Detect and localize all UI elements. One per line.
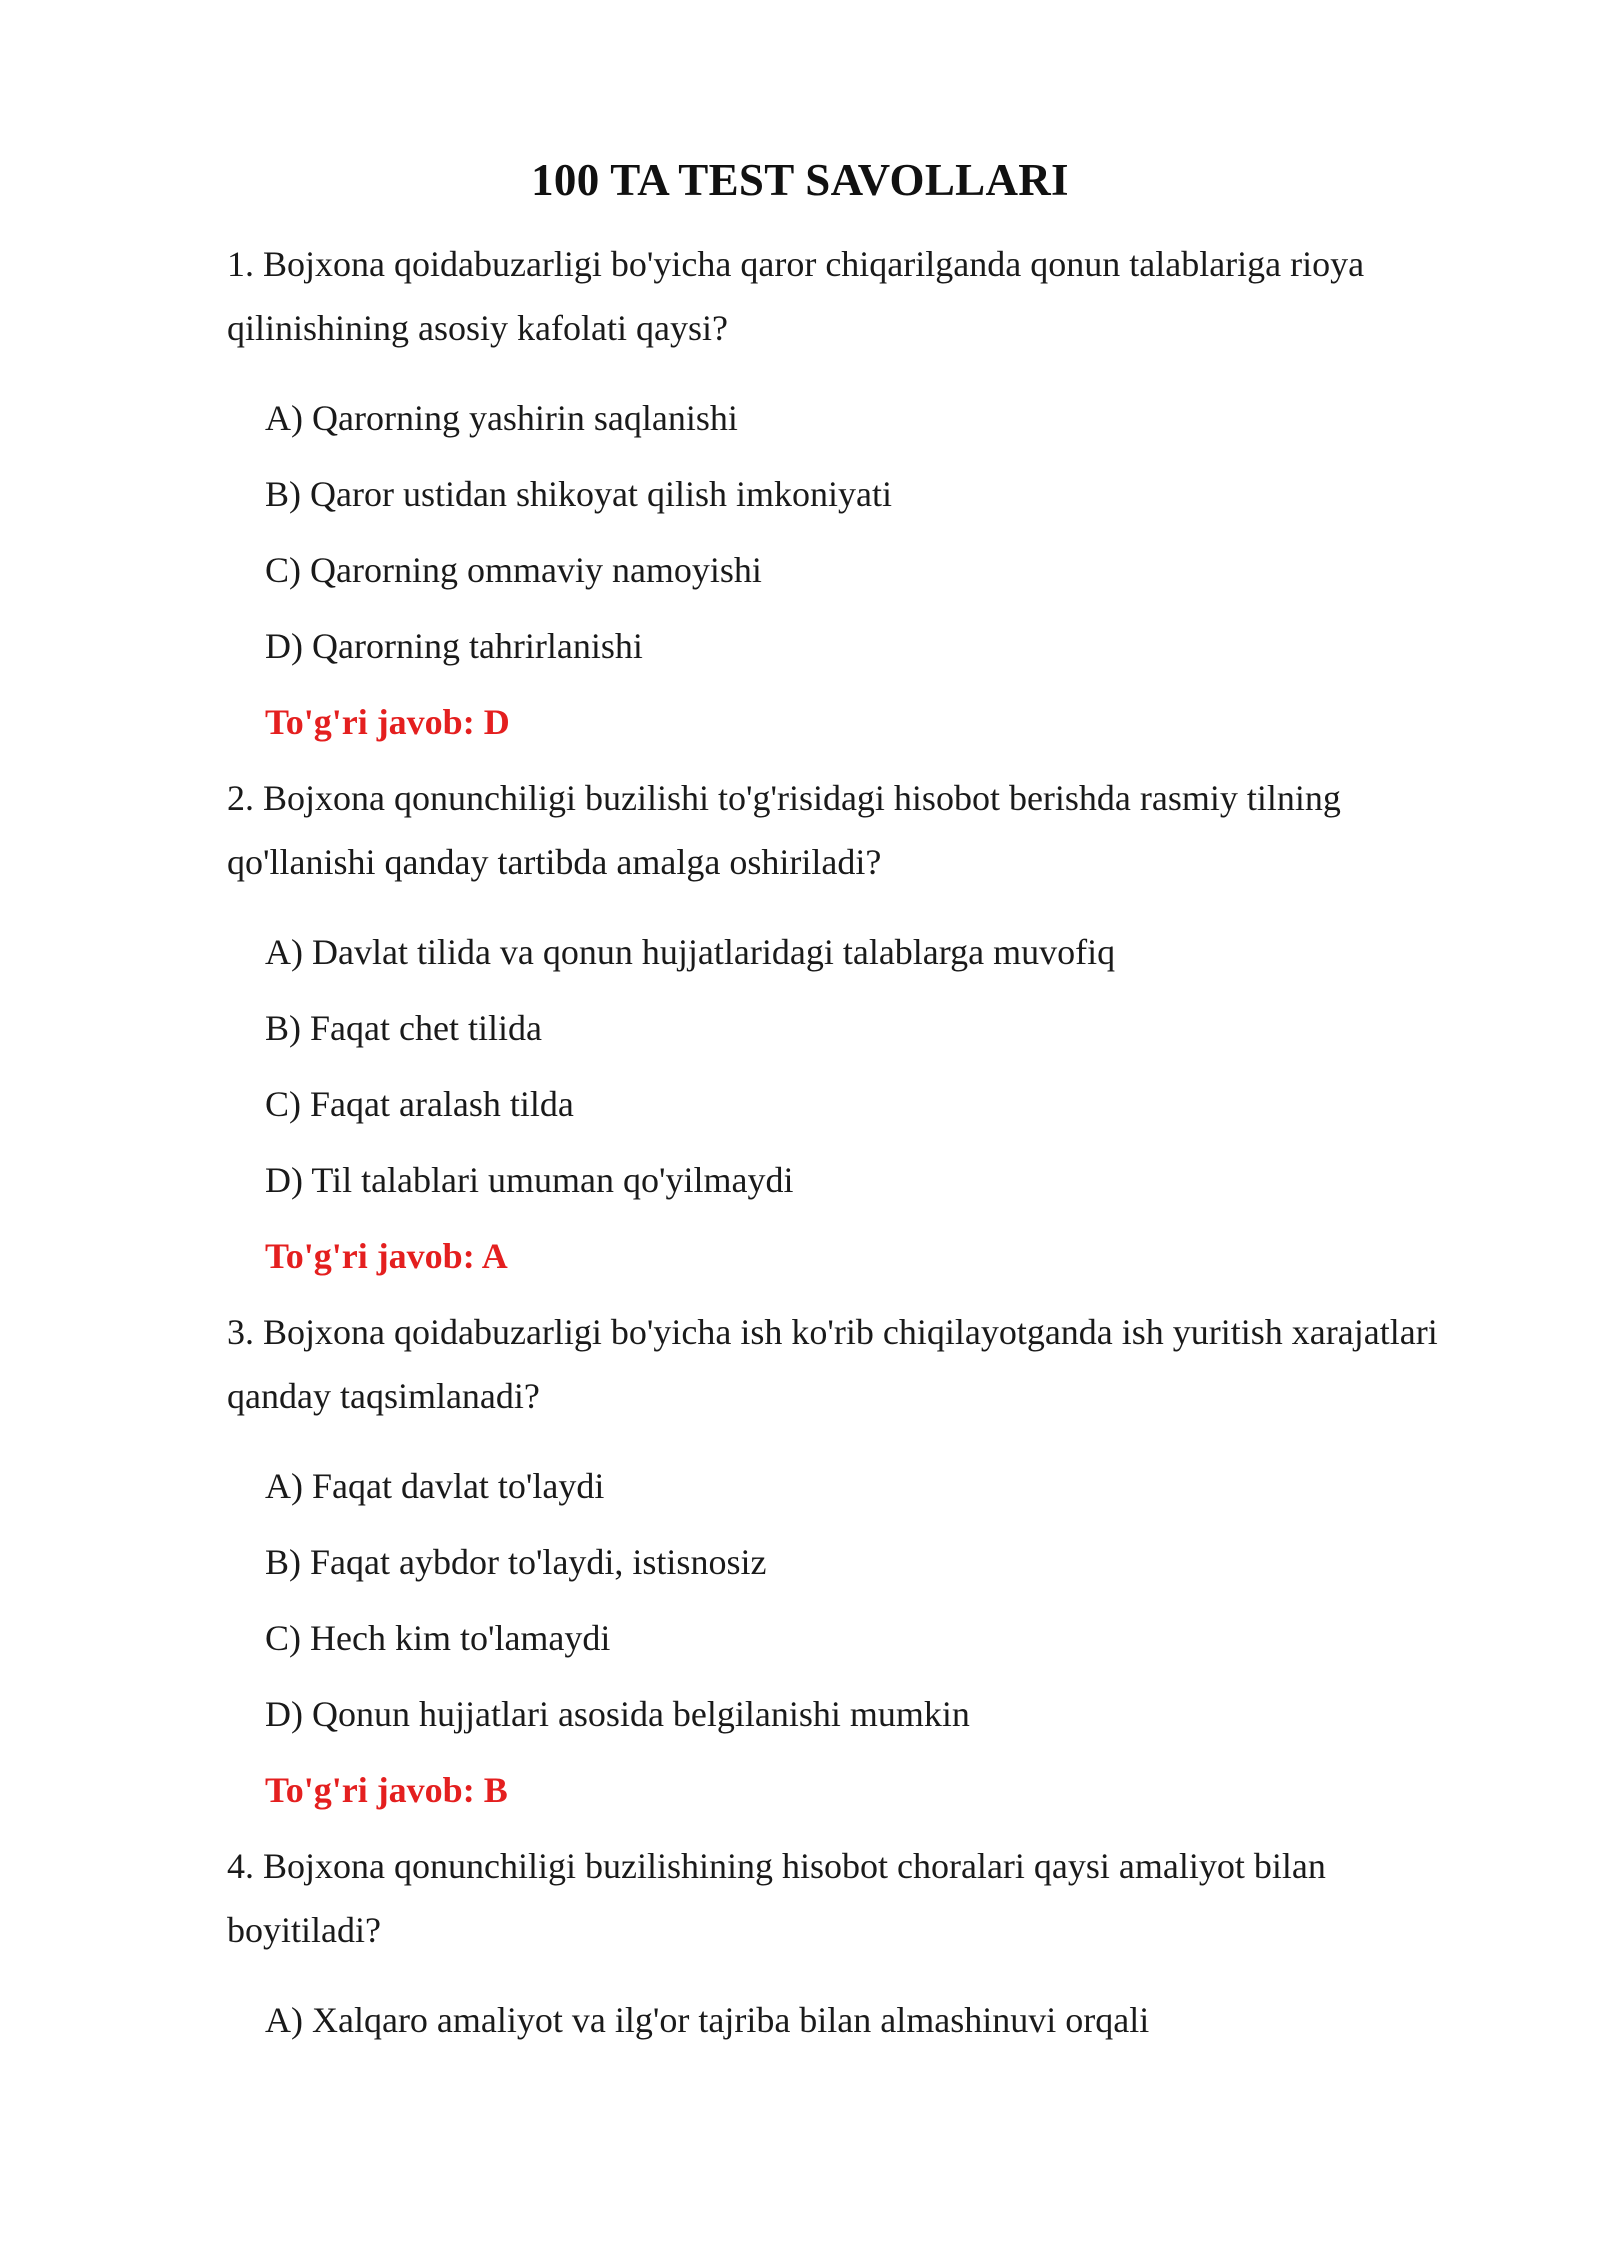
question-1-option-b: B) Qaror ustidan shikoyat qilish imkoniyati (265, 474, 892, 514)
question-2-option-a: A) Davlat tilida va qonun hujjatlaridagi talablarga muvofiq (265, 932, 1116, 972)
question-1-text: 1. Bojxona qoidabuzarligi bo'yicha qaror chiqarilganda qonun talablariga rioya qilinishining asosiy kafolati qaysi? (227, 244, 1365, 348)
question-3-text: 3. Bojxona qoidabuzarligi bo'yicha ish ko'rib chiqilayotganda ish yuritish xarajatlari qanday taqsimlanadi? (227, 1312, 1438, 1416)
question-2-option-b: B) Faqat chet tilida (265, 1008, 542, 1048)
question-3-option-a: A) Faqat davlat to'laydi (265, 1466, 605, 1506)
question-1-option-d: D) Qarorning tahrirlanishi (265, 626, 643, 666)
question-3-option-d: D) Qonun hujjatlari asosida belgilanishi mumkin (265, 1694, 970, 1734)
question-2-answer: To'g'ri javob: A (265, 1236, 508, 1276)
question-2-option-d: D) Til talablari umuman qo'yilmaydi (265, 1160, 794, 1200)
question-2-option-c: C) Faqat aralash tilda (265, 1084, 574, 1124)
question-3-answer: To'g'ri javob: B (265, 1770, 508, 1810)
question-4-text: 4. Bojxona qonunchiligi buzilishining hisobot choralari qaysi amaliyot bilan boyitiladi? (227, 1846, 1326, 1950)
question-2-text: 2. Bojxona qonunchiligi buzilishi to'g'risidagi hisobot berishda rasmiy tilning qo'llanishi qanday tartibda amalga oshiriladi? (227, 778, 1341, 882)
question-1-option-a: A) Qarorning yashirin saqlanishi (265, 398, 738, 438)
question-1-answer: To'g'ri javob: D (265, 702, 510, 742)
document-title: 100 TA TEST SAVOLLARI (531, 155, 1069, 205)
question-3-option-c: C) Hech kim to'lamaydi (265, 1618, 611, 1658)
question-4-option-a: A) Xalqaro amaliyot va ilg'or tajriba bilan almashinuvi orqali (265, 2000, 1150, 2040)
question-3-option-b: B) Faqat aybdor to'laydi, istisnosiz (265, 1542, 767, 1582)
question-1-option-c: C) Qarorning ommaviy namoyishi (265, 550, 762, 590)
